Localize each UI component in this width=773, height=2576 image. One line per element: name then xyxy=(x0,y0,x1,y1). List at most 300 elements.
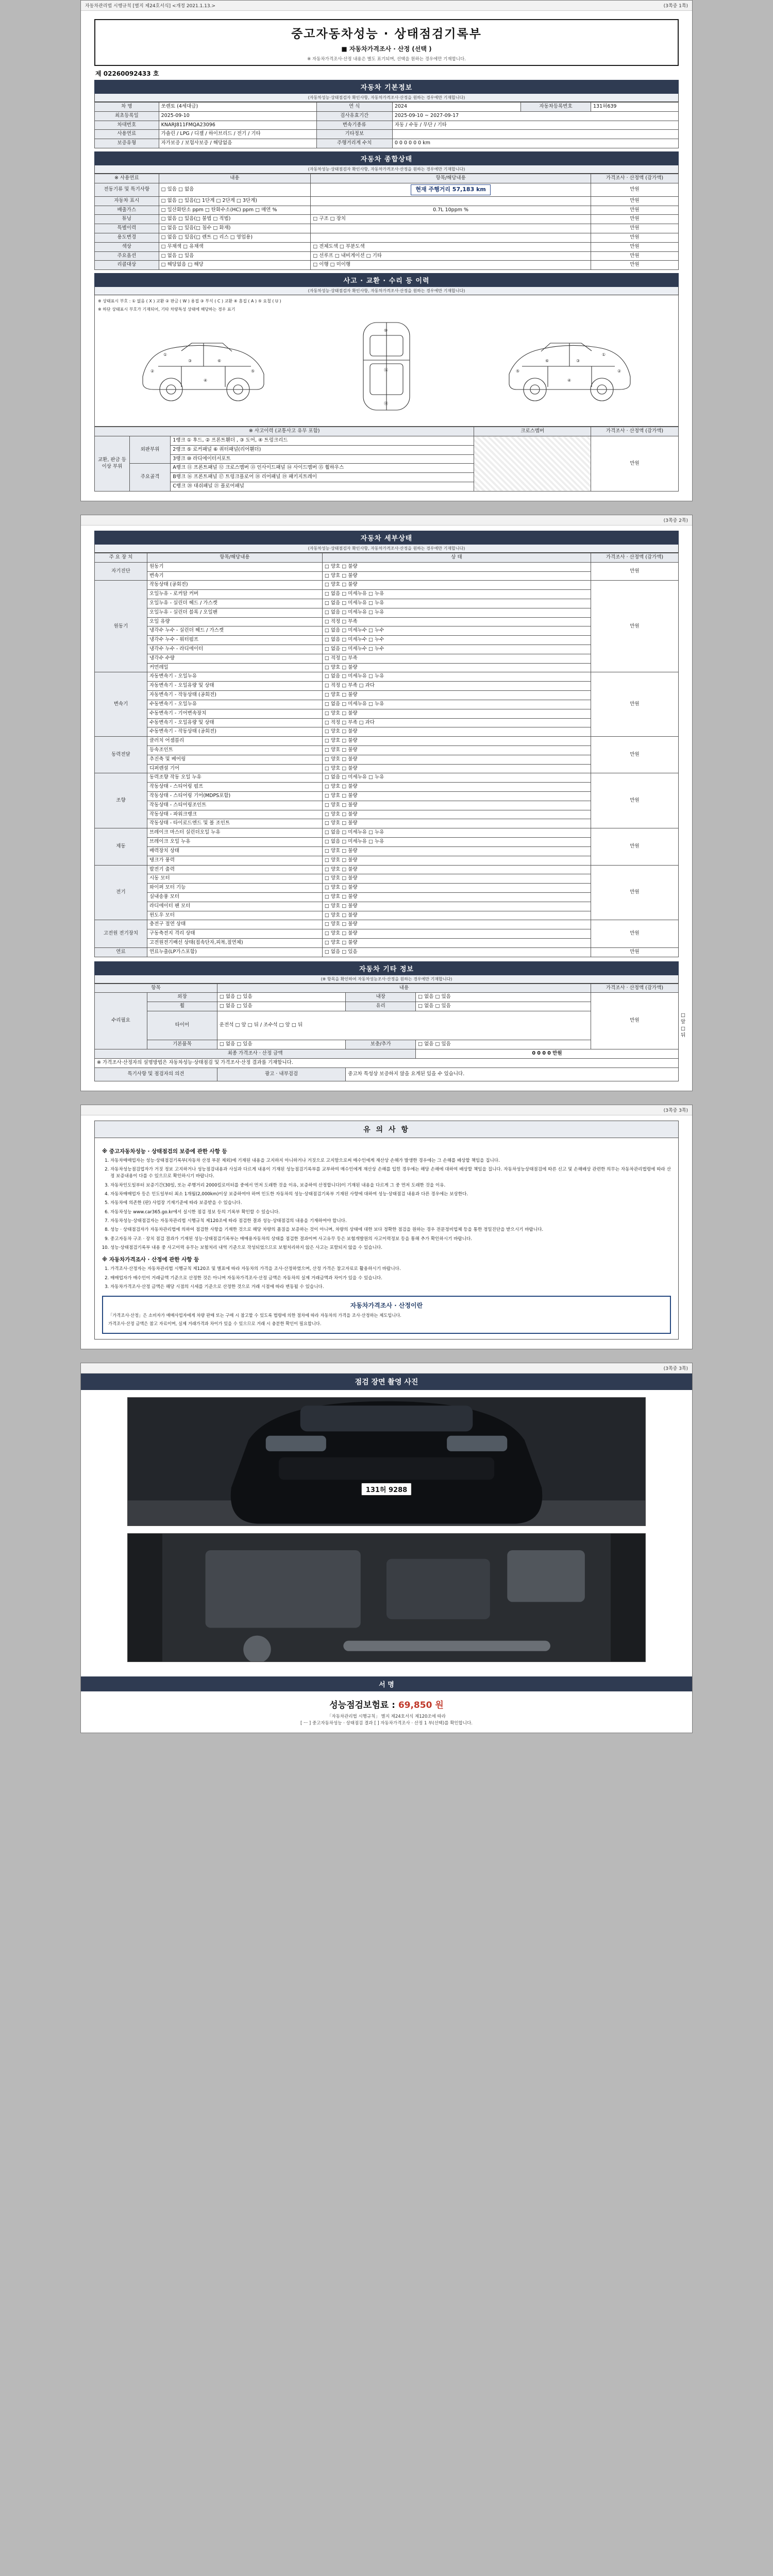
svg-text:④: ④ xyxy=(567,378,572,383)
total-price-note: ※ 가격조사·산정자의 설명방법은 자동차성능·상태점검 및 가격조사·산정 결과를 기재합니다. xyxy=(95,1058,679,1067)
value-first-reg: 2025-09-10 xyxy=(159,111,316,121)
diagram-legend-1: ※ 상태표시 부호 : ① 없음 ( X ) 교환 ② 판금 ( W ) 용접 ③ 부식 ( C ) 교환 ④ 흠집 ( A ) ⑤ 요철 ( U ) xyxy=(98,299,281,304)
table-row xyxy=(95,139,679,148)
other-info-table xyxy=(94,984,686,1081)
item-state: □ 없음 □ 미세누유 □ 누유 xyxy=(322,608,591,617)
list-item: 10. 성능·상태점검기록부 내용 중 사고이력 유무는 보험처리 내역 기준으로 작성되었으므로 보험처리하지 않은 사고는 포함되지 않을 수 있습니다. xyxy=(110,1245,671,1251)
total-price-value: 0 0 0 0 만원 xyxy=(416,1049,679,1059)
item-label: 충전구 절연 상태 xyxy=(147,920,322,929)
item-label: 연료누출(LP가스포함) xyxy=(147,947,322,957)
item-label: 고전원전기배선 상태(접속단자,피복,절연체) xyxy=(147,939,322,948)
item-state: □ 양호 □ 불량 xyxy=(322,929,591,939)
photo-section-band: 점검 장면 촬영 사진 xyxy=(81,1374,692,1390)
other-row-0-c3: 내장 xyxy=(346,993,416,1002)
doc-no-value: 02260092433 xyxy=(103,70,151,77)
item-state: □ 적정 □ 부족 xyxy=(322,654,591,663)
table-row xyxy=(95,920,679,929)
box-line-0: 「가격조사·산정」은 소비자가 매매사업자에게 차량 판매 또는 구매 시 참고할 수 있도록 법령에 의한 절차에 따라 자동차의 가격을 조사·산정하는 제도입니다. xyxy=(108,1313,401,1318)
damage-diagram-panel xyxy=(94,295,679,427)
table-row xyxy=(95,261,679,270)
value-odometer: 0 0 0 0 0 0 km xyxy=(392,139,678,148)
item-state: □ 양호 □ 불량 xyxy=(322,874,591,884)
header-price: 가격조사 · 산정액 (감가액) xyxy=(591,174,679,183)
item-label: 브레이크 마스터 실린더오일 누유 xyxy=(147,828,322,838)
label-warranty: 보증유형 xyxy=(95,139,159,148)
document-number-line xyxy=(95,69,679,78)
row-detail-2: 0.7L 10ppm % xyxy=(311,206,591,215)
photo-engine-svg xyxy=(128,1534,645,1662)
item-label: 작동상태 - 스티어링 펌프 xyxy=(147,783,322,792)
notice-body xyxy=(94,1138,679,1340)
table-row xyxy=(95,581,679,590)
page-3-number: (3쪽중 3쪽) xyxy=(663,1108,688,1113)
item-label: 오일누유 - 실린더 헤드 / 가스켓 xyxy=(147,599,322,608)
frame-label: 주요골격 xyxy=(129,464,170,491)
item-state: □ 양호 □ 불량 xyxy=(322,737,591,746)
other-row-1-c3: 유리 xyxy=(346,1002,416,1011)
item-label: 동력조향 작동 오일 누유 xyxy=(147,773,322,783)
item-state: □ 없음 □ 미세누유 □ 누유 xyxy=(322,773,591,783)
mileage-box: 현재 주행거리 57,183 km xyxy=(411,184,490,195)
item-label: 원동기 xyxy=(147,562,322,571)
table-header-row xyxy=(95,984,679,993)
row-detail-4 xyxy=(311,224,591,233)
svg-text:②: ② xyxy=(150,369,154,374)
outer-panel-label: 외판부위 xyxy=(129,436,170,464)
item-state: □ 양호 □ 불량 xyxy=(322,783,591,792)
price-label: 성능점검보험료 : xyxy=(329,1700,395,1710)
accident-price-value: 만원 xyxy=(591,436,679,492)
group-price: 만원 xyxy=(591,947,679,957)
header-major-device: 주 요 장 치 xyxy=(95,553,147,562)
item-state: □ 양호 □ 불량 xyxy=(322,911,591,920)
row-content-6: □ 무채색 □ 유채색 xyxy=(159,242,311,251)
outer-panel-item-0: 1랭크 ① 후드, ② 프론트휀더 , ③ 도어, ④ 트렁크리드 xyxy=(171,436,474,446)
label-first-reg: 최초등록일 xyxy=(95,111,159,121)
item-label: 배력장치 상태 xyxy=(147,846,322,856)
row-content-7: □ 없음 □ 있음 xyxy=(159,251,311,261)
total-price-label: 최종 가격조사 · 산정 금액 xyxy=(95,1049,416,1059)
group-price: 만원 xyxy=(591,865,679,920)
svg-text:③: ③ xyxy=(188,359,192,364)
row-detail-7: □ 선루프 □ 내비게이션 □ 기타 xyxy=(311,251,591,261)
document-footer xyxy=(81,1713,692,1733)
group-price: 만원 xyxy=(591,920,679,947)
row-detail-0 xyxy=(311,183,591,196)
list-item: 1. 자동차매매업자는 성능·상태점검기록부(자동차 산정 부분 제외)에 기재된 내용을 고지하지 아니하거나 거짓으로 고지함으로써 매수인에게 재산상 손해가 발생한 경우에는 그 손해를 배상할 책임을 집니다. xyxy=(110,1158,671,1164)
row-price-0: 만원 xyxy=(591,183,679,196)
item-label: 추진축 및 베어링 xyxy=(147,755,322,764)
svg-text:⑥: ⑥ xyxy=(217,359,221,364)
row-label-6: 색상 xyxy=(95,242,159,251)
item-state: □ 양호 □ 불량 xyxy=(322,884,591,893)
table-row xyxy=(95,183,679,196)
row-label-2: 배출가스 xyxy=(95,206,159,215)
table-row xyxy=(95,111,679,121)
item-label: 수동변속기 - 오일유량 및 상태 xyxy=(147,718,322,727)
box-title: 자동차가격조사 · 산정이란 xyxy=(350,1302,423,1310)
notice-title: 유 의 사 항 xyxy=(94,1121,679,1138)
item-label: 작동상태 - 스티어링조인트 xyxy=(147,801,322,810)
section-overall-band: 자동차 종합상태 xyxy=(94,151,679,165)
table-row xyxy=(95,206,679,215)
row-price-8: 만원 xyxy=(591,261,679,270)
row-label-5: 용도변경 xyxy=(95,233,159,242)
label-odometer: 주행거리계 수치 xyxy=(316,139,392,148)
header-content: 내용 xyxy=(159,174,311,183)
row-price-6: 만원 xyxy=(591,242,679,251)
table-row xyxy=(95,993,679,1002)
item-label: 탱크가 풍력 xyxy=(147,856,322,865)
repair-needed-label: 수리필요 xyxy=(95,993,147,1049)
section-accident-band: 사고 · 교환 · 수리 등 이력 xyxy=(94,273,679,287)
row-content-2: □ 일산화탄소 ppm □ 탄화수소(HC) ppm □ 매연 % xyxy=(159,206,311,215)
list-item: 8. 성능 · 상태점검자가 자동차관리법에 의하여 점검한 사항을 기재한 것으로 해당 차량의 품질을 보증하는 것이 아니며, 차량의 상태에 대한 보다 정확한 점검을 원하는 경우 전문정비업체 등을 통한 정밀진단을 받으시기 바랍니다. xyxy=(110,1227,671,1233)
row-content-1: □ 없음 □ 있음(□ 1단계 □ 2단계 □ 3단계) xyxy=(159,196,311,206)
item-state: □ 없음 □ 미세누유 □ 누유 xyxy=(322,828,591,838)
item-state: □ 없음 □ 미세누유 □ 누유 xyxy=(322,700,591,709)
svg-text:⑱: ⑱ xyxy=(383,401,388,406)
other-row-2-c1: 타이어 xyxy=(147,1011,217,1040)
price-assessment-definition-box xyxy=(102,1296,671,1334)
item-label: 냉각수 누수 - 실린더 헤드 / 가스켓 xyxy=(147,626,322,636)
item-label: 오일 유량 xyxy=(147,617,322,626)
license-plate-front: 131허 9288 xyxy=(361,1483,412,1496)
table-header-row xyxy=(95,553,679,562)
value-warranty: 자가보증 / 보험사보증 / 해당없음 xyxy=(159,139,316,148)
list-item: 5. 자동차에 의존한 (판) 사업장 기재기준에 따라 보증받을 수 있습니다. xyxy=(110,1200,671,1207)
item-state: □ 양호 □ 불량 xyxy=(322,709,591,718)
price-value: 69,850 원 xyxy=(398,1700,444,1710)
page-2-number: (3쪽중 2쪽) xyxy=(663,518,688,523)
item-state: □ 적정 □ 부족 □ 과다 xyxy=(322,718,591,727)
outer-panel-item-2: 3랭크 ⑩ 라디에이터서포트 xyxy=(171,454,474,464)
svg-text:④: ④ xyxy=(203,378,207,383)
row-content-8: □ 해당없음 □ 해당 xyxy=(159,261,311,270)
section-basic-info-note: (자동차성능·상태점검자 확인사항, 자동차가격조사·산정을 원하는 경우에만 기재합니다) xyxy=(94,94,679,102)
table-row xyxy=(95,121,679,130)
accident-history-table xyxy=(94,427,679,492)
list-item: 3. 자동차인도일부터 보증기간(30일, 또는 주행거리 2000킬로미터를 중에서 먼저 도래한 것을 이유, 보증하여 산정합니다)이 기재된 내용을 다르게 그 중 먼저 도래한 것을 이유. xyxy=(110,1182,671,1189)
other-price-value: 만원 xyxy=(591,993,679,1049)
outer-panel-item-1: 2랭크 ⑤ 로커패널 ⑥ 쿼터패널(리어휀더) xyxy=(171,445,474,454)
tire-positions: 운전석 □ 앞 □ 뒤 / 조수석 □ 앞 □ 뒤 xyxy=(217,1011,591,1040)
photo-engine-bay xyxy=(127,1533,646,1662)
item-label: 수동변속기 - 작동상태 (공회전) xyxy=(147,727,322,737)
car-diagram-top-view xyxy=(340,315,433,418)
item-state: □ 없음 □ 미세누유 □ 누유 xyxy=(322,590,591,599)
item-label: 작동상태 - 파워크랭크 xyxy=(147,810,322,819)
item-label: 커먼레일 xyxy=(147,663,322,672)
frame-item-0: A랭크 ⑪ 프론트패널 ⑫ 크로스멤버 ⑬ 인사이드패널 ⑭ 사이드멤버 ⑮ 휠하우스 xyxy=(171,464,474,473)
svg-text:⑥: ⑥ xyxy=(545,359,549,364)
header-detail: 항목/해당내용 xyxy=(311,174,591,183)
other-row-3-c3: 보충/추가 xyxy=(346,1040,416,1049)
row-label-3: 튜닝 xyxy=(95,215,159,224)
value-plate: 131허639 xyxy=(591,103,679,112)
value-car-name: 쏘렌토 (4세대급) xyxy=(159,103,316,112)
other-row-3-c4: □ 없음 □ 있음 xyxy=(416,1040,591,1049)
car-diagrams xyxy=(98,315,675,423)
row-price-4: 만원 xyxy=(591,224,679,233)
item-state: □ 없음 □ 미세누수 □ 누수 xyxy=(322,626,591,636)
item-state: □ 없음 □ 미세누유 □ 누유 xyxy=(322,838,591,847)
special-remarks-sub: 광고 · 내부검검 xyxy=(217,1067,345,1081)
diagram-legend-2: ※ 하단 상태표시 부호가 기재되어, 기타 차량특성 상태에 해당하는 경우 표기 xyxy=(98,307,236,312)
item-label: 브레이크 오일 누유 xyxy=(147,838,322,847)
footer-line-1: 「자동차관리법 시행규칙」 별지 제24호서식 제120조에 따라 xyxy=(327,1714,446,1719)
svg-text:③: ③ xyxy=(576,359,580,364)
section-overall-note: (자동차성능·상태점검자 확인사항, 자동차가격조사·산정을 원하는 경우에만 기재합니다) xyxy=(94,165,679,174)
svg-text:⑯: ⑯ xyxy=(383,368,388,373)
table-row xyxy=(95,947,679,957)
item-state: □ 양호 □ 불량 xyxy=(322,810,591,819)
table-row xyxy=(95,773,679,783)
item-label: 시동 모터 xyxy=(147,874,322,884)
row-content-0: □ 있음 □ 없음 xyxy=(159,183,311,196)
list-item: 1. 가격조사·산정자는 자동차관리법 시행규칙 제120조 및 별표에 따라 자동차의 가격을 조사·산정하였으며, 산정 가격은 참고자료로 활용하시기 바랍니다. xyxy=(110,1266,671,1273)
page-3 xyxy=(80,1105,693,1349)
group-price: 만원 xyxy=(591,773,679,828)
header-other-item: 항목 xyxy=(95,984,217,993)
section-other-band: 자동차 기타 정보 xyxy=(94,961,679,975)
accident-price-header: 가격조사 · 산정액 (감가액) xyxy=(591,427,679,436)
group-transmission: 변속기 xyxy=(95,672,147,737)
svg-text:⑩: ⑩ xyxy=(383,328,388,333)
other-row-3-c1: 기본품목 xyxy=(147,1040,217,1049)
page-number: (3쪽중 1쪽) xyxy=(663,4,688,9)
item-label: 오일누유 - 로커암 커버 xyxy=(147,590,322,599)
basic-info-table xyxy=(94,102,679,148)
table-row xyxy=(95,251,679,261)
row-detail-3: □ 구조 □ 장치 xyxy=(311,215,591,224)
other-row-1-c1: 휠 xyxy=(147,1002,217,1011)
list-item: 6. 자동차성능 www.car365.go.kr에서 실시한 점검 정보 등의 기록부 확인할 수 있습니다. xyxy=(110,1209,671,1216)
doc-no-label: 제 xyxy=(95,70,102,77)
item-state: □ 없음 □ 미세누수 □ 누수 xyxy=(322,645,591,654)
page-1 xyxy=(80,0,693,501)
item-state: □ 양호 □ 불량 xyxy=(322,581,591,590)
item-state: □ 양호 □ 불량 xyxy=(322,819,591,828)
label-model-year: 연 식 xyxy=(316,103,392,112)
item-label: 발전기 출력 xyxy=(147,865,322,874)
item-state: □ 적정 □ 부족 xyxy=(322,617,591,626)
item-label: 디퍼렌셜 기어 xyxy=(147,764,322,773)
header-other-content: 내용 xyxy=(217,984,591,993)
special-remarks-value: 중고차 특성상 보증하지 않을 요게된 있을 수 있습니다. xyxy=(346,1067,679,1081)
row-label-1: 자동차 표시 xyxy=(95,196,159,206)
signature-band: 서 명 xyxy=(81,1676,692,1691)
item-state: □ 양호 □ 불량 xyxy=(322,801,591,810)
box-line-1: 가격조사·산정 금액은 참고 자료이며, 실제 거래가격과 차이가 있을 수 있으므로 거래 시 충분한 확인이 필요합니다. xyxy=(108,1321,322,1327)
group-price: 만원 xyxy=(591,672,679,737)
group-price: 만원 xyxy=(591,581,679,672)
notice-list-1 xyxy=(110,1158,671,1251)
item-label: 수동변속기 - 오일누유 xyxy=(147,700,322,709)
item-label: 실내송풍 모터 xyxy=(147,892,322,902)
item-state: □ 양호 □ 불량 xyxy=(322,571,591,581)
value-fuel: 가솔린 / LPG / 디젤 / 하이브리드 / 전기 / 기타 xyxy=(159,130,316,139)
value-vin: KNARJ811FMQA23096 xyxy=(159,121,316,130)
row-content-3: □ 없음 □ 있음(□ 불법 □ 적법) xyxy=(159,215,311,224)
item-state: □ 양호 □ 불량 xyxy=(322,892,591,902)
list-item: 4. 자동차매매업자 등은 인도일부터 최소 1개월(2,000km)이상 보증하여야 하며 인도한 자동차의 성능·상태점검기록부 기재된 사항에 대하여 성능·상태점검 내용과 다른 경우에는 보상한다. xyxy=(110,1191,671,1198)
page-2-header xyxy=(81,515,692,526)
table-row xyxy=(95,1067,679,1081)
item-label: 등속조인트 xyxy=(147,745,322,755)
table-row xyxy=(95,562,679,571)
table-row xyxy=(95,672,679,682)
svg-text:①: ① xyxy=(163,352,167,358)
row-detail-1 xyxy=(311,196,591,206)
cross-member-cell xyxy=(474,436,591,492)
group-fuel: 연료 xyxy=(95,947,147,957)
item-state: □ 없음 □ 있음 xyxy=(322,947,591,957)
item-label: 수동변속기 - 기어변속장치 xyxy=(147,709,322,718)
item-state: □ 양호 □ 불량 xyxy=(322,865,591,874)
table-row xyxy=(95,1058,679,1067)
svg-text:②: ② xyxy=(617,369,621,374)
notice-heading-1: ※ 중고자동차성능 · 상태점검의 보증에 관한 사항 등 xyxy=(102,1148,227,1155)
list-item: 2. 매매업자가 매수인이 거래금액 기준으로 산정한 것은 아니며 자동차가격조사·산정 금액은 자동차의 실제 거래금액과 차이가 있을 수 있습니다. xyxy=(110,1275,671,1282)
row-label-4: 특별이력 xyxy=(95,224,159,233)
table-row xyxy=(95,103,679,112)
exchange-parts-label: 교환, 판금 등 이상 부위 xyxy=(95,436,130,492)
item-state: □ 양호 □ 불량 xyxy=(322,902,591,911)
page-4-header xyxy=(81,1363,692,1374)
header-state: 상 태 xyxy=(322,553,591,562)
item-label: 와이퍼 모터 기능 xyxy=(147,884,322,893)
section-basic-info-band: 자동차 기본정보 xyxy=(94,80,679,94)
document-title-note: ※ 자동차가격조사·산정 내용은 별도 표기되며, 선택을 원하는 경우에만 기재합니다. xyxy=(307,57,466,62)
table-row xyxy=(95,242,679,251)
value-etc-info xyxy=(392,130,678,139)
item-label: 작동상태 (공회전) xyxy=(147,581,322,590)
row-detail-8: □ 이행 □ 미이행 xyxy=(311,261,591,270)
table-row xyxy=(95,737,679,746)
page-3-header xyxy=(81,1105,692,1115)
item-label: 작동상태 - 스티어링 기어(MDPS포함) xyxy=(147,792,322,801)
other-row-0-c1: 외장 xyxy=(147,993,217,1002)
svg-text:⑤: ⑤ xyxy=(250,369,255,374)
item-label: 자동변속기 - 오일누유 xyxy=(147,672,322,682)
page-4 xyxy=(80,1363,693,1734)
table-row xyxy=(95,196,679,206)
other-row-1-c4: □ 없음 □ 있음 xyxy=(416,1002,591,1011)
item-state: □ 양호 □ 불량 xyxy=(322,663,591,672)
label-car-name: 차 명 xyxy=(95,103,159,112)
photo-front-view xyxy=(127,1397,646,1526)
label-vin: 차대번호 xyxy=(95,121,159,130)
table-header-row xyxy=(95,174,679,183)
item-label: 작동상태 - 타이로드엔드 및 볼 조인트 xyxy=(147,819,322,828)
row-content-5: □ 없음 □ 있음(□ 렌트 □ 리스 □ 영업용) xyxy=(159,233,311,242)
table-row xyxy=(95,233,679,242)
label-fuel: 사용연료 xyxy=(95,130,159,139)
document-title: 중고자동차성능 · 상태점검기록부 xyxy=(291,27,482,41)
label-transmission: 변속기종류 xyxy=(316,121,392,130)
inspection-insurance-price xyxy=(81,1691,692,1713)
item-label: 클러치 어셈블리 xyxy=(147,737,322,746)
table-row xyxy=(95,828,679,838)
row-price-2: 만원 xyxy=(591,206,679,215)
group-powertrain: 동력전달 xyxy=(95,737,147,773)
table-row xyxy=(95,865,679,874)
row-label-7: 주요옵션 xyxy=(95,251,159,261)
other-row-1-c2: □ 없음 □ 있음 xyxy=(217,1002,345,1011)
item-state: □ 양호 □ 불량 xyxy=(322,745,591,755)
item-label: 윈도우 모터 xyxy=(147,911,322,920)
group-electrical: 전기 xyxy=(95,865,147,920)
label-inspection-period: 검사유효기간 xyxy=(316,111,392,121)
row-detail-6: □ 전체도색 □ 부분도색 xyxy=(311,242,591,251)
overall-state-table xyxy=(94,174,679,270)
notice-list-2 xyxy=(110,1266,671,1291)
table-row xyxy=(95,130,679,139)
value-transmission: 자동 / 수동 / 무단 / 기타 xyxy=(392,121,678,130)
notice-heading-2: ※ 자동차가격조사 · 산정에 관한 사항 등 xyxy=(102,1257,199,1263)
group-braking: 제동 xyxy=(95,828,147,865)
list-item: 7. 자동차성능·상태점검자는 자동차관리법 시행규칙 제120조에 따라 점검한 결과 성능·상태점검의 내용을 기재하여야 합니다. xyxy=(110,1218,671,1225)
item-label: 구동축전지 격리 상태 xyxy=(147,929,322,939)
svg-text:①: ① xyxy=(602,352,606,358)
footer-line-2: [ ㅡ ] 중고자동차성능 · 상태점검 결과 [ ] 자동차가격조사 · 산정 1 부(선택)를 확인합니다. xyxy=(300,1720,473,1726)
section-detail-band: 자동차 세부상태 xyxy=(94,531,679,545)
item-label: 냉각수 수량 xyxy=(147,654,322,663)
car-diagram-right-side xyxy=(491,315,646,418)
table-row xyxy=(95,215,679,224)
group-high-voltage: 고전원 전기장치 xyxy=(95,920,147,947)
value-model-year: 2024 xyxy=(392,103,520,112)
svg-text:⑤: ⑤ xyxy=(516,369,520,374)
row-content-4: □ 없음 □ 있음(□ 침수 □ 화재) xyxy=(159,224,311,233)
table-row xyxy=(95,224,679,233)
item-state: □ 양호 □ 불량 xyxy=(322,755,591,764)
header-detail-price: 가격조사 · 산정액 (감가액) xyxy=(591,553,679,562)
label-etc-info: 기타정보 xyxy=(316,130,392,139)
table-row xyxy=(95,436,679,446)
row-detail-5 xyxy=(311,233,591,242)
table-row xyxy=(95,427,679,436)
item-state: □ 없음 □ 미세누수 □ 누수 xyxy=(322,636,591,645)
list-item: 2. 자동차성능점검업자가 거짓 정보 고지하거나 성능점검내용과 사실과 다르게 내용이 기재된 성능점검기록부를 교부하여 매수인에게 재산상 손해를 입힌 경우에는 해당 손해에 대하여 배상할 책임을 집니다. 자동차성능상태점검에 따른 신고 및 손해배상 관련한 의무는 자동차관리법령에 따라 산정 보증내용이 다를 수 있으므로 확인하시기 바랍니다. xyxy=(110,1166,671,1180)
header-category: ※ 사용연료 xyxy=(95,174,159,183)
item-state: □ 양호 □ 불량 xyxy=(322,691,591,700)
other-row-0-c2: □ 없음 □ 있음 xyxy=(217,993,345,1002)
item-state: □ 양호 □ 불량 xyxy=(322,792,591,801)
item-state: □ 적정 □ 부족 □ 과다 xyxy=(322,682,591,691)
section-other-note: (※ 항목을 확인하여 자동차성능조사·산정을 원하는 경우에만 기재합니다) xyxy=(94,975,679,984)
row-label-0: 전동기류 및 특기사항 xyxy=(95,183,159,196)
group-price: 만원 xyxy=(591,828,679,865)
car-diagram-left-side xyxy=(127,315,282,418)
detail-state-table xyxy=(94,553,679,957)
doc-no-suffix: 호 xyxy=(153,70,159,77)
item-state: □ 양호 □ 불량 xyxy=(322,939,591,948)
special-remarks-label: 특기사항 및 점검자의 의견 xyxy=(95,1067,217,1081)
row-price-3: 만원 xyxy=(591,215,679,224)
section-detail-note: (자동차성능·상태점검자 확인사항, 자동차가격조사·산정을 원하는 경우에만 기재합니다) xyxy=(94,545,679,553)
item-label: 냉각수 누수 - 워터펌프 xyxy=(147,636,322,645)
item-state: □ 양호 □ 불량 xyxy=(322,764,591,773)
item-state: □ 양호 □ 불량 xyxy=(322,562,591,571)
section-accident-note: (자동차성능·상태점검자 확인사항, 자동차가격조사·산정을 원하는 경우에만 기재합니다) xyxy=(94,287,679,295)
frame-item-2: C랭크 ⑳ 대쉬패널 ㉑ 플로어패널 xyxy=(171,482,474,492)
item-state: □ 양호 □ 불량 xyxy=(322,846,591,856)
row-price-5: 만원 xyxy=(591,233,679,242)
cross-member-label: 크로스멤버 xyxy=(474,427,591,436)
row-price-7: 만원 xyxy=(591,251,679,261)
